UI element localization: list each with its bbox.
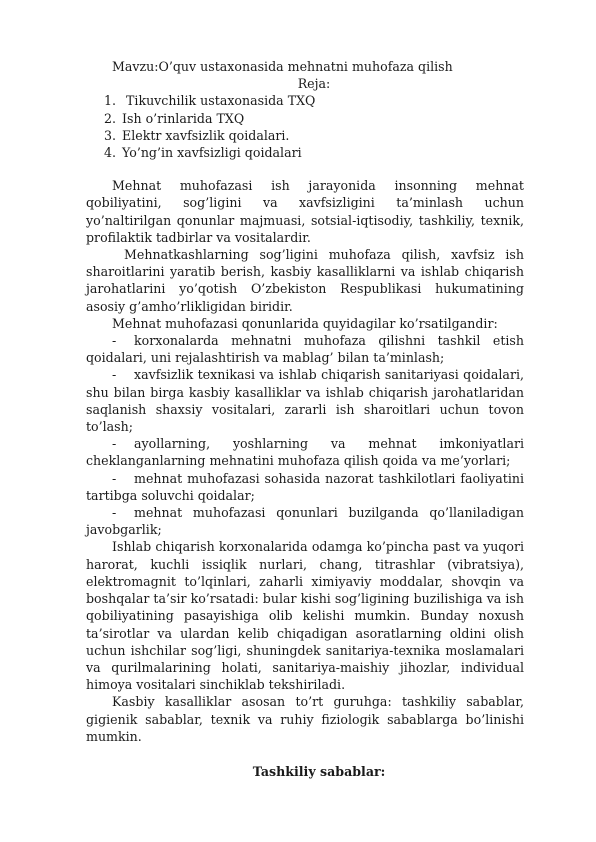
plan-item-number: 1. (104, 93, 117, 109)
plan-item-number: 3. (104, 127, 117, 143)
list-item (86, 366, 524, 435)
list-item (86, 332, 524, 366)
dash-marker: - (112, 333, 117, 349)
plan-item (86, 110, 524, 127)
document-title: Mavzu:O’quv ustaxonasida mehnatni muhofaza qilish (112, 59, 453, 74)
plan-item (86, 144, 524, 161)
plan-item-text: Ish o’rinlarida TXQ (122, 110, 245, 126)
list-item (86, 435, 524, 469)
paragraph: Mehnat muhofazasi qonunlarida quyidagilar ko’rsatilgandir: (112, 315, 498, 331)
dash-marker: - (112, 436, 117, 452)
dash-marker: - (112, 505, 117, 521)
plan-item-number: 2. (104, 110, 117, 126)
list-item-text: mehnat muhofazasi sohasida nazorat tashkilotlari faoliyatini tartibga soluvchi qoidalar; (86, 470, 524, 503)
list-item (86, 470, 524, 504)
list-item (86, 504, 524, 538)
document-page (86, 58, 524, 780)
paragraph: Ishlab chiqarish korxonalarida odamga ko’pincha past va yuqori harorat, kuchli issiqlik nurlari, chang, titrashlar (vibratsiya), elektromagnit to’lqinlari, zaharli ximiyaviy moddalar, shovqin va boshqalar ta’sir ko’rsatadi: bular kishi sog’ligining buzilishiga va ish qobiliyatining pasayishiga olib kelishi mumkin. Bunday noxush ta’sirotlar va ulardan kelib chiqadigan asoratlarning oldini olish uchun ishchilar sog’ligi, shuningdek sanitariya-texnika moslamalari va qurilmalarining holati, sanitariya-maishiy jihozlar, individual himoya vositalari sinchiklab tekshiriladi. (86, 539, 524, 693)
paragraph: Mehnatkashlarning sog’ligini muhofaza qilish, xavfsiz ish sharoitlarini yaratib berish, kasbiy kasalliklarni va ishlab chiqarish jarohatlarini yo’qotish O’zbekiston Respublikasi hukumatining asosiy g’amho’rlikligidan biridir. (86, 247, 524, 314)
plan-item-number: 4. (104, 145, 117, 161)
dash-marker: - (112, 470, 117, 486)
spacer (86, 161, 524, 177)
plan-item-text: Yo’ng’in xavfsizligi qoidalari (122, 145, 302, 161)
list-item-text: ayollarning, yoshlarning va mehnat imkoniyatlari cheklanganlarning mehnatini muhofaza qilish qoida va me’yorlari; (86, 436, 524, 469)
list-item-text: korxonalarda mehnatni muhofaza qilishni tashkil etish qoidalari, uni rejalashtirish va mablag’ bilan ta’minlash; (86, 333, 524, 366)
section-title: Tashkiliy sabablar: (252, 763, 386, 779)
plan-heading: Reja: (297, 76, 331, 92)
plan-item (86, 92, 524, 109)
plan-item (86, 127, 524, 144)
list-item-text: mehnat muhofazasi qonunlari buzilganda qo’llaniladigan javobgarlik; (86, 505, 524, 538)
plan-item-text: Elektr xavfsizlik qoidalari. (122, 127, 290, 143)
dash-marker: - (112, 367, 117, 383)
plan-list (86, 92, 524, 161)
paragraph: Kasbiy kasalliklar asosan to’rt guruhga: tashkiliy sabablar, gigienik sabablar, texnik va ruhiy fiziologik sabablarga bo’linishi mumkin. (86, 694, 524, 744)
plan-item-text: Tikuvchilik ustaxonasida TXQ (126, 93, 316, 109)
paragraph: Mehnat muhofazasi ish jarayonida insonning mehnat qobiliyatini, sog’ligini va xavfsizligini ta’minlash uchun yo’naltirilgan qonunlar majmuasi, sotsial-iqtisodiy, tashkiliy, texnik, profilaktik tadbirlar va vositalardir. (86, 178, 524, 245)
list-item-text: xavfsizlik texnikasi va ishlab chiqarish sanitariyasi qoidalari, shu bilan birga kasbiy kasalliklar va ishlab chiqarish jarohatlaridan saqlanish shaxsiy vositalari, zararli ish sharoitlari uchun tovon to’lash; (86, 367, 524, 435)
